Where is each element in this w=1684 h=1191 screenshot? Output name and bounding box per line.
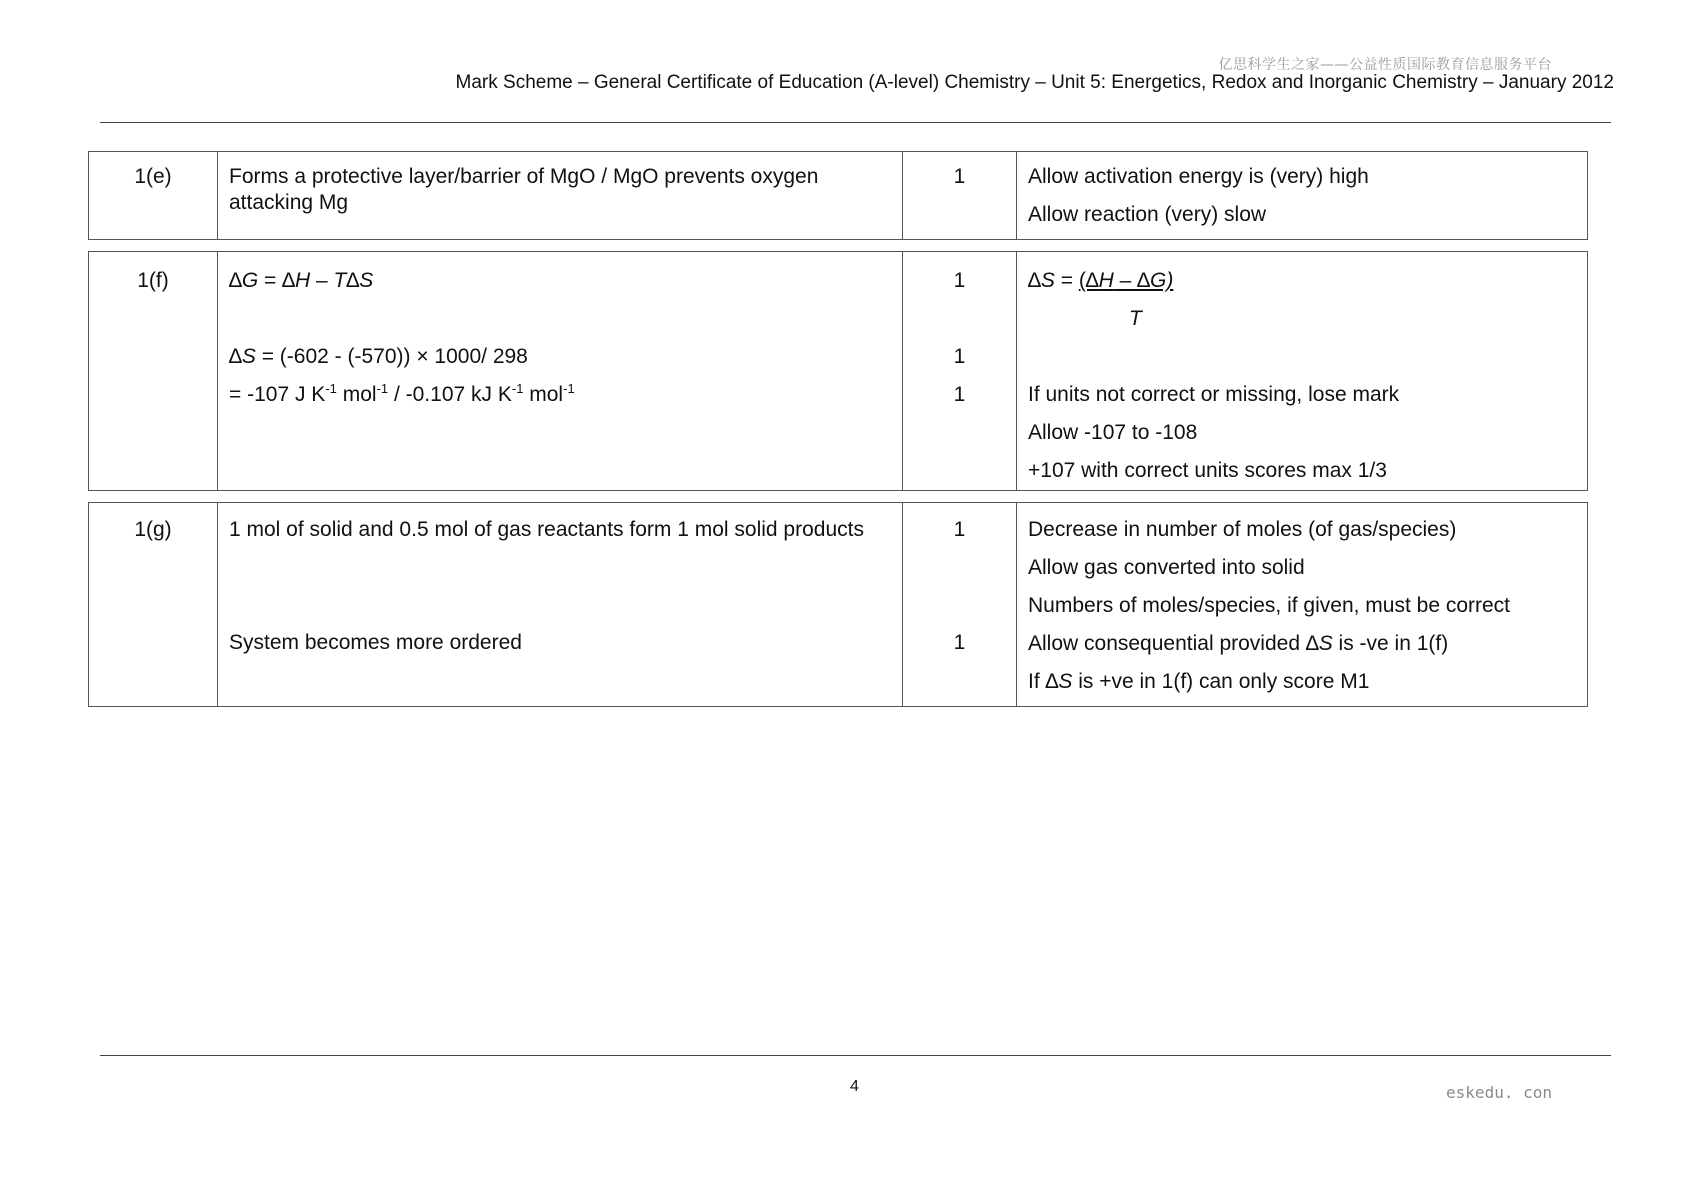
marks-cell	[903, 152, 1017, 239]
formula-denominator: T	[1129, 307, 1142, 330]
answer-cell	[218, 152, 903, 239]
guidance-line: Numbers of moles/species, if given, must be correct	[1028, 594, 1511, 617]
mark-value: 1	[953, 383, 966, 406]
guidance-cell	[1017, 152, 1587, 239]
guidance-line: +107 with correct units scores max 1/3	[1028, 459, 1387, 482]
marks-cell	[903, 252, 1017, 490]
page-header-title: Mark Scheme – General Certificate of Education (A-level) Chemistry – Unit 5: Energetics, Redox and Inorganic Chemistry – January 2012	[455, 72, 1614, 93]
footer-rule	[100, 1055, 1611, 1056]
mark-value: 1	[953, 165, 966, 188]
guidance-line: Allow -107 to -108	[1028, 421, 1198, 444]
footer-watermark: eskedu. con	[1446, 1083, 1552, 1102]
guidance-line: Allow activation energy is (very) high	[1028, 165, 1369, 188]
guidance-line: Allow consequential provided ∆S is -ve in 1(f)	[1028, 632, 1449, 655]
answer-text: System becomes more ordered	[229, 631, 522, 654]
mark-value: 1	[953, 518, 966, 541]
answer-text: 1 mol of solid and 0.5 mol of gas reactants form 1 mol solid products	[229, 518, 864, 541]
answer-text: Forms a protective layer/barrier of MgO / MgO prevents oxygen attacking Mg	[229, 165, 819, 214]
guidance-cell	[1017, 252, 1587, 490]
mark-value: 1	[953, 631, 966, 654]
mark-row-1e	[88, 151, 1588, 240]
entropy-calculation: ∆S = (-602 - (-570)) × 1000/ 298	[229, 345, 528, 368]
answer-cell	[218, 503, 903, 706]
question-number: 1(e)	[89, 152, 218, 239]
mark-row-1f	[88, 251, 1588, 491]
guidance-cell	[1017, 503, 1587, 706]
mark-row-1g	[88, 502, 1588, 707]
guidance-line: If ∆S is +ve in 1(f) can only score M1	[1028, 670, 1370, 693]
header-watermark: 亿思科学生之家——公益性质国际教育信息服务平台	[1218, 57, 1552, 73]
rearranged-formula: ∆S = (∆H – ∆G)	[1028, 269, 1174, 292]
entropy-result: = -107 J $K^{-1}$ mol$^{-1}$ / -0.107 kJ $K^{-1}$ mol$^{-1}$	[229, 381, 575, 406]
guidance-line: Allow gas converted into solid	[1028, 556, 1305, 579]
question-number: 1(g)	[89, 503, 218, 706]
marks-cell	[903, 503, 1017, 706]
page-number: 4	[850, 1078, 859, 1095]
question-number: 1(f)	[89, 252, 218, 490]
guidance-line: Allow reaction (very) slow	[1028, 203, 1267, 226]
guidance-line: Decrease in number of moles (of gas/species)	[1028, 518, 1457, 541]
guidance-line: If units not correct or missing, lose mark	[1028, 383, 1400, 406]
mark-value: 1	[953, 345, 966, 368]
gibbs-equation: ∆G = ∆H – T∆S	[229, 269, 374, 292]
header-rule	[100, 122, 1611, 123]
answer-cell	[218, 252, 903, 490]
mark-value: 1	[953, 269, 966, 292]
